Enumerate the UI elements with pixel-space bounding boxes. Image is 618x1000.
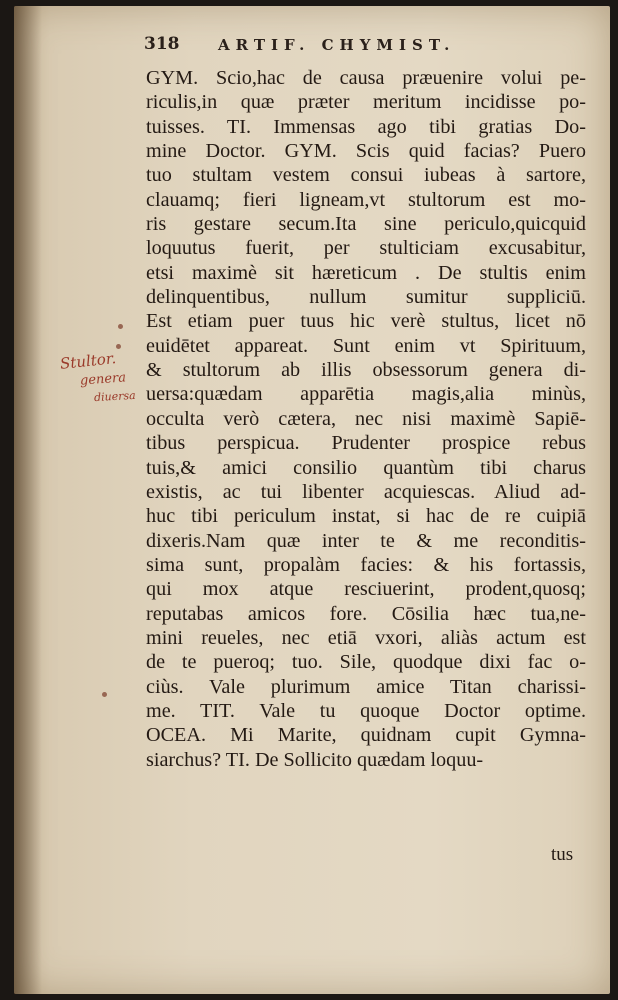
page-header xyxy=(144,34,524,60)
text-line: de te pueroq; tuo. Sile, quodque dixi fac o- xyxy=(146,651,586,674)
text-line: tuo stultam vestem consui iubeas à sartore, xyxy=(146,164,586,187)
running-head: ARTIF. CHYMIST. xyxy=(218,36,456,54)
text-line: existis, ac tui libenter acquiescas. Aliud ad- xyxy=(146,480,586,503)
text-line: sima sunt, propalàm facies: & his fortassis, xyxy=(146,553,586,576)
marginal-note-line: Stultor. xyxy=(59,349,117,373)
text-line: euidētet appareat. Sunt enim vt Spirituum, xyxy=(146,334,586,357)
text-line: delinquentibus, nullum sumitur suppliciū. xyxy=(146,286,586,309)
text-line: riculis,in quæ præter meritum incidisse po- xyxy=(146,91,586,114)
text-line: tuisses. TI. Immensas ago tibi gratias Do- xyxy=(146,115,586,138)
text-line: ciùs. Vale plurimum amice Titan charissi- xyxy=(146,675,586,698)
text-line: huc tibi periculum instat, si hac de re cuipiā xyxy=(146,505,586,528)
text-line: tibus perspicua. Prudenter prospice rebus xyxy=(146,432,586,455)
page-number: 318 xyxy=(144,34,180,54)
text-line: mine Doctor. GYM. Scis quid facias? Puero xyxy=(146,140,586,163)
ink-dot-mark xyxy=(102,692,107,697)
text-line: occulta verò cætera, nec nisi maximè Sapiē- xyxy=(146,407,586,430)
catchword: tus xyxy=(551,844,574,865)
text-line: tuis,& amici consilio quantùm tibi charus xyxy=(146,456,586,479)
ink-dot-mark xyxy=(118,324,123,329)
text-line: Est etiam puer tuus hic verè stultus, licet nō xyxy=(146,310,586,333)
text-line: siarchus? TI. De Sollicito quædam loquu- xyxy=(146,748,484,771)
text-line: qui mox atque resciuerint, prodent,quosq; xyxy=(146,578,586,601)
book-page xyxy=(14,6,610,994)
text-line: mini reueles, nec etiā vxori, aliàs actum est xyxy=(146,626,586,649)
text-line: dixeris.Nam quæ inter te & me reconditis- xyxy=(146,529,586,552)
text-line: OCEA. Mi Marite, quidnam cupit Gymna- xyxy=(146,724,586,747)
text-line: & stultorum ab illis obsessorum genera di- xyxy=(146,359,586,382)
text-line: ris gestare secum.Ita sine periculo,quicquid xyxy=(146,213,586,236)
ink-dot-mark xyxy=(116,344,121,349)
marginal-note-line: diuersa xyxy=(93,388,136,405)
text-line: me. TIT. Vale tu quoque Doctor optime. xyxy=(146,699,586,722)
text-line: uersa:quædam apparētia magis,alia minùs, xyxy=(146,383,586,406)
text-line: clauamq; fieri ligneam,vt stultorum est mo- xyxy=(146,188,586,211)
marginal-note-line: genera xyxy=(79,370,127,389)
text-line: etsi maximè sit hæreticum . De stultis enim xyxy=(146,261,586,284)
body-text xyxy=(146,66,586,772)
text-line: GYM. Scio,hac de causa præuenire volui pe- xyxy=(146,67,586,89)
text-line: loquutus fuerit, per stulticiam excusabitur, xyxy=(146,237,586,260)
handwritten-marginalia xyxy=(58,349,148,432)
text-line: reputabas amicos fore. Cōsilia hæc tua,ne- xyxy=(146,602,586,625)
